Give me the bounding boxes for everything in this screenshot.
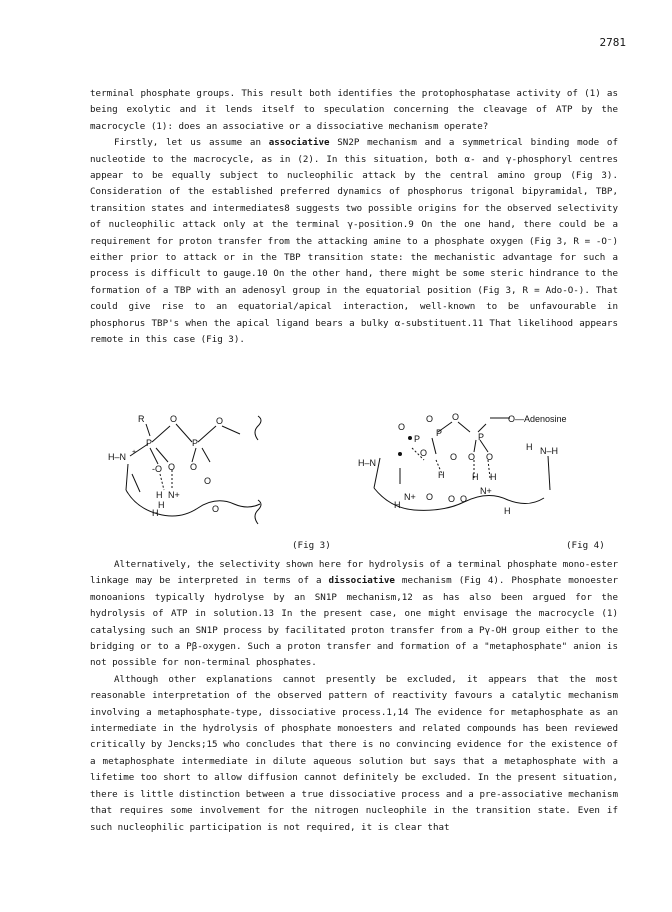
term-associative: associative	[268, 137, 330, 149]
fig3-P2: P	[192, 438, 199, 448]
fig3-O6: O	[212, 504, 220, 514]
fig3-O3: O	[168, 462, 176, 472]
fig4-O10: O	[426, 492, 434, 502]
fig3-O2: O	[216, 416, 224, 426]
fig4-H4: H	[490, 472, 497, 482]
fig4-P1: P	[414, 434, 421, 444]
fig4-NH: N–H	[540, 446, 559, 456]
fig4-O3: O	[452, 412, 460, 422]
fig3-minus-O: -O	[152, 464, 162, 474]
figure-3-structure	[108, 404, 298, 534]
fig4-P2: P	[436, 428, 443, 438]
body-text-bottom	[90, 557, 618, 836]
fig4-dot-1	[408, 436, 412, 440]
fig3-O1: O	[170, 414, 178, 424]
fig3-O5: O	[204, 476, 212, 486]
fig4-H5: H	[394, 500, 401, 510]
fig4-adenosine: O—Adenosine	[508, 414, 567, 424]
fig3-HN: H–N	[108, 452, 127, 462]
paragraph-3-rest: mechanism (Fig 4). Phosphate monoester monoanions typically hydrolyse by an SN1P mechanism,12 as has also been argued for the hydrolysis of ATP in solution.13 In the present case, one might envisage the macrocycle (1) catalysing such an SN1P process by facilitated proton transfer from a Pγ-OH group either to the bridging or to a Pβ-oxygen. Such a proton transfer and formation of a "metaphosphate" anion is not possible for non-terminal phosphates.	[90, 575, 618, 669]
paragraph-2	[90, 135, 618, 348]
fig4-O9: O	[460, 494, 468, 504]
fig4-H1: H	[438, 470, 445, 480]
fig4-H3: H	[472, 472, 479, 482]
fig4-dot-2	[398, 452, 402, 456]
fig3-caption: (Fig 3)	[292, 540, 331, 551]
paragraph-2-rest: SN2P mechanism and a symmetrical binding mode of nucleotide to the macrocycle, as in (2). In this situation, both α- and γ-phosphoryl centres appear to be equally subject to nucleophilic attack by the central amino group (Fig 3). Consideration of the established preferred dynamics of phosphorus trigonal bipyramidal, TBP, transition states and intermediates8 suggests two possible origins for the observed selectivity of nucleophilic attack only at the terminal γ-position.9 On the one hand, there could be a requirement for proton transfer from the attacking amine to a phosphate oxygen (Fig 3, R = -O⁻) either prior to attack or in the TBP transition state: the mechanistic advantage for such a process is difficult to gauge.10 On the other hand, there might be some steric hindrance to the formation of a TBP with an adenosyl group in the equatorial position (Fig 3, R = Ado-O-). That could give rise to an equatorial/apical interaction, well-known to be unfavourable in phosphorus TBP's when the apical ligand bears a bulky α-substituent.11 That likelihood appears remote in this case (Fig 3).	[90, 137, 618, 346]
fig3-N-plus: N+	[168, 490, 180, 500]
fig3-R: R	[138, 414, 145, 424]
fig3-O4: O	[190, 462, 198, 472]
figure-4-structure	[340, 404, 590, 534]
paragraph-1: terminal phosphate groups. This result both identifies the protophosphatase activity of (1) as being exolytic and it lends itself to speculation concerning the cleavage of ATP by the macrocycle (1): does an associative or a dissociative mechanism operate?	[90, 88, 618, 132]
fig4-O8: O	[448, 494, 456, 504]
fig3-P1: P	[146, 438, 153, 448]
fig3-plus: +	[132, 449, 137, 456]
fig3-H3: H	[152, 508, 159, 518]
fig4-N-plus-2: N+	[480, 486, 492, 496]
fig4-caption: (Fig 4)	[566, 540, 605, 551]
fig4-H2: H	[526, 442, 533, 452]
paragraph-2-start: Firstly, let us assume an	[114, 137, 269, 149]
fig4-O1: O	[398, 422, 406, 432]
fig4-O5: O	[450, 452, 458, 462]
fig4-P3: P	[478, 432, 485, 442]
fig3-H2: H	[158, 500, 165, 510]
fig4-H6: H	[504, 506, 511, 516]
fig4-O4: O	[420, 448, 428, 458]
fig4-O7: O	[486, 452, 494, 462]
term-dissociative: dissociative	[328, 575, 395, 587]
page-number: 2781	[599, 36, 626, 49]
fig4-HN: H–N	[358, 458, 377, 468]
fig4-O2: O	[426, 414, 434, 424]
paragraph-4: Although other explanations cannot presently be excluded, it appears that the most reasonable interpretation of the observed pattern of reactivity favours a catalytic mechanism involving a metaphosphate-type, dissociative process.1,14 The evidence for metaphosphate as an intermediate in the hydrolysis of phosphate monoesters and related compounds has been reviewed critically by Jencks;15 who concludes that there is no convincing evidence for the existence of a metaphosphate intermediate in dilute aqueous solution but says that a metaphosphate with a lifetime too short to allow diffusion cannot definitely be excluded. In the present situation, there is little distinction between a true dissociative process and a pre-associative mechanism that requires some involvement for the nitrogen nucleophile in the transition state. Even if such nucleophilic participation is not required, it is clear that	[90, 673, 618, 833]
paragraph-3-start: Alternatively, the selectivity shown here for hydrolysis of a terminal phosphate mono-ester linkage may be interpreted in terms of a	[90, 559, 618, 587]
fig4-N-plus-1: N+	[404, 492, 416, 502]
body-text-top	[90, 86, 618, 349]
paragraph-3	[90, 557, 618, 672]
fig3-H1: H	[156, 490, 163, 500]
fig4-O6: O	[468, 452, 476, 462]
